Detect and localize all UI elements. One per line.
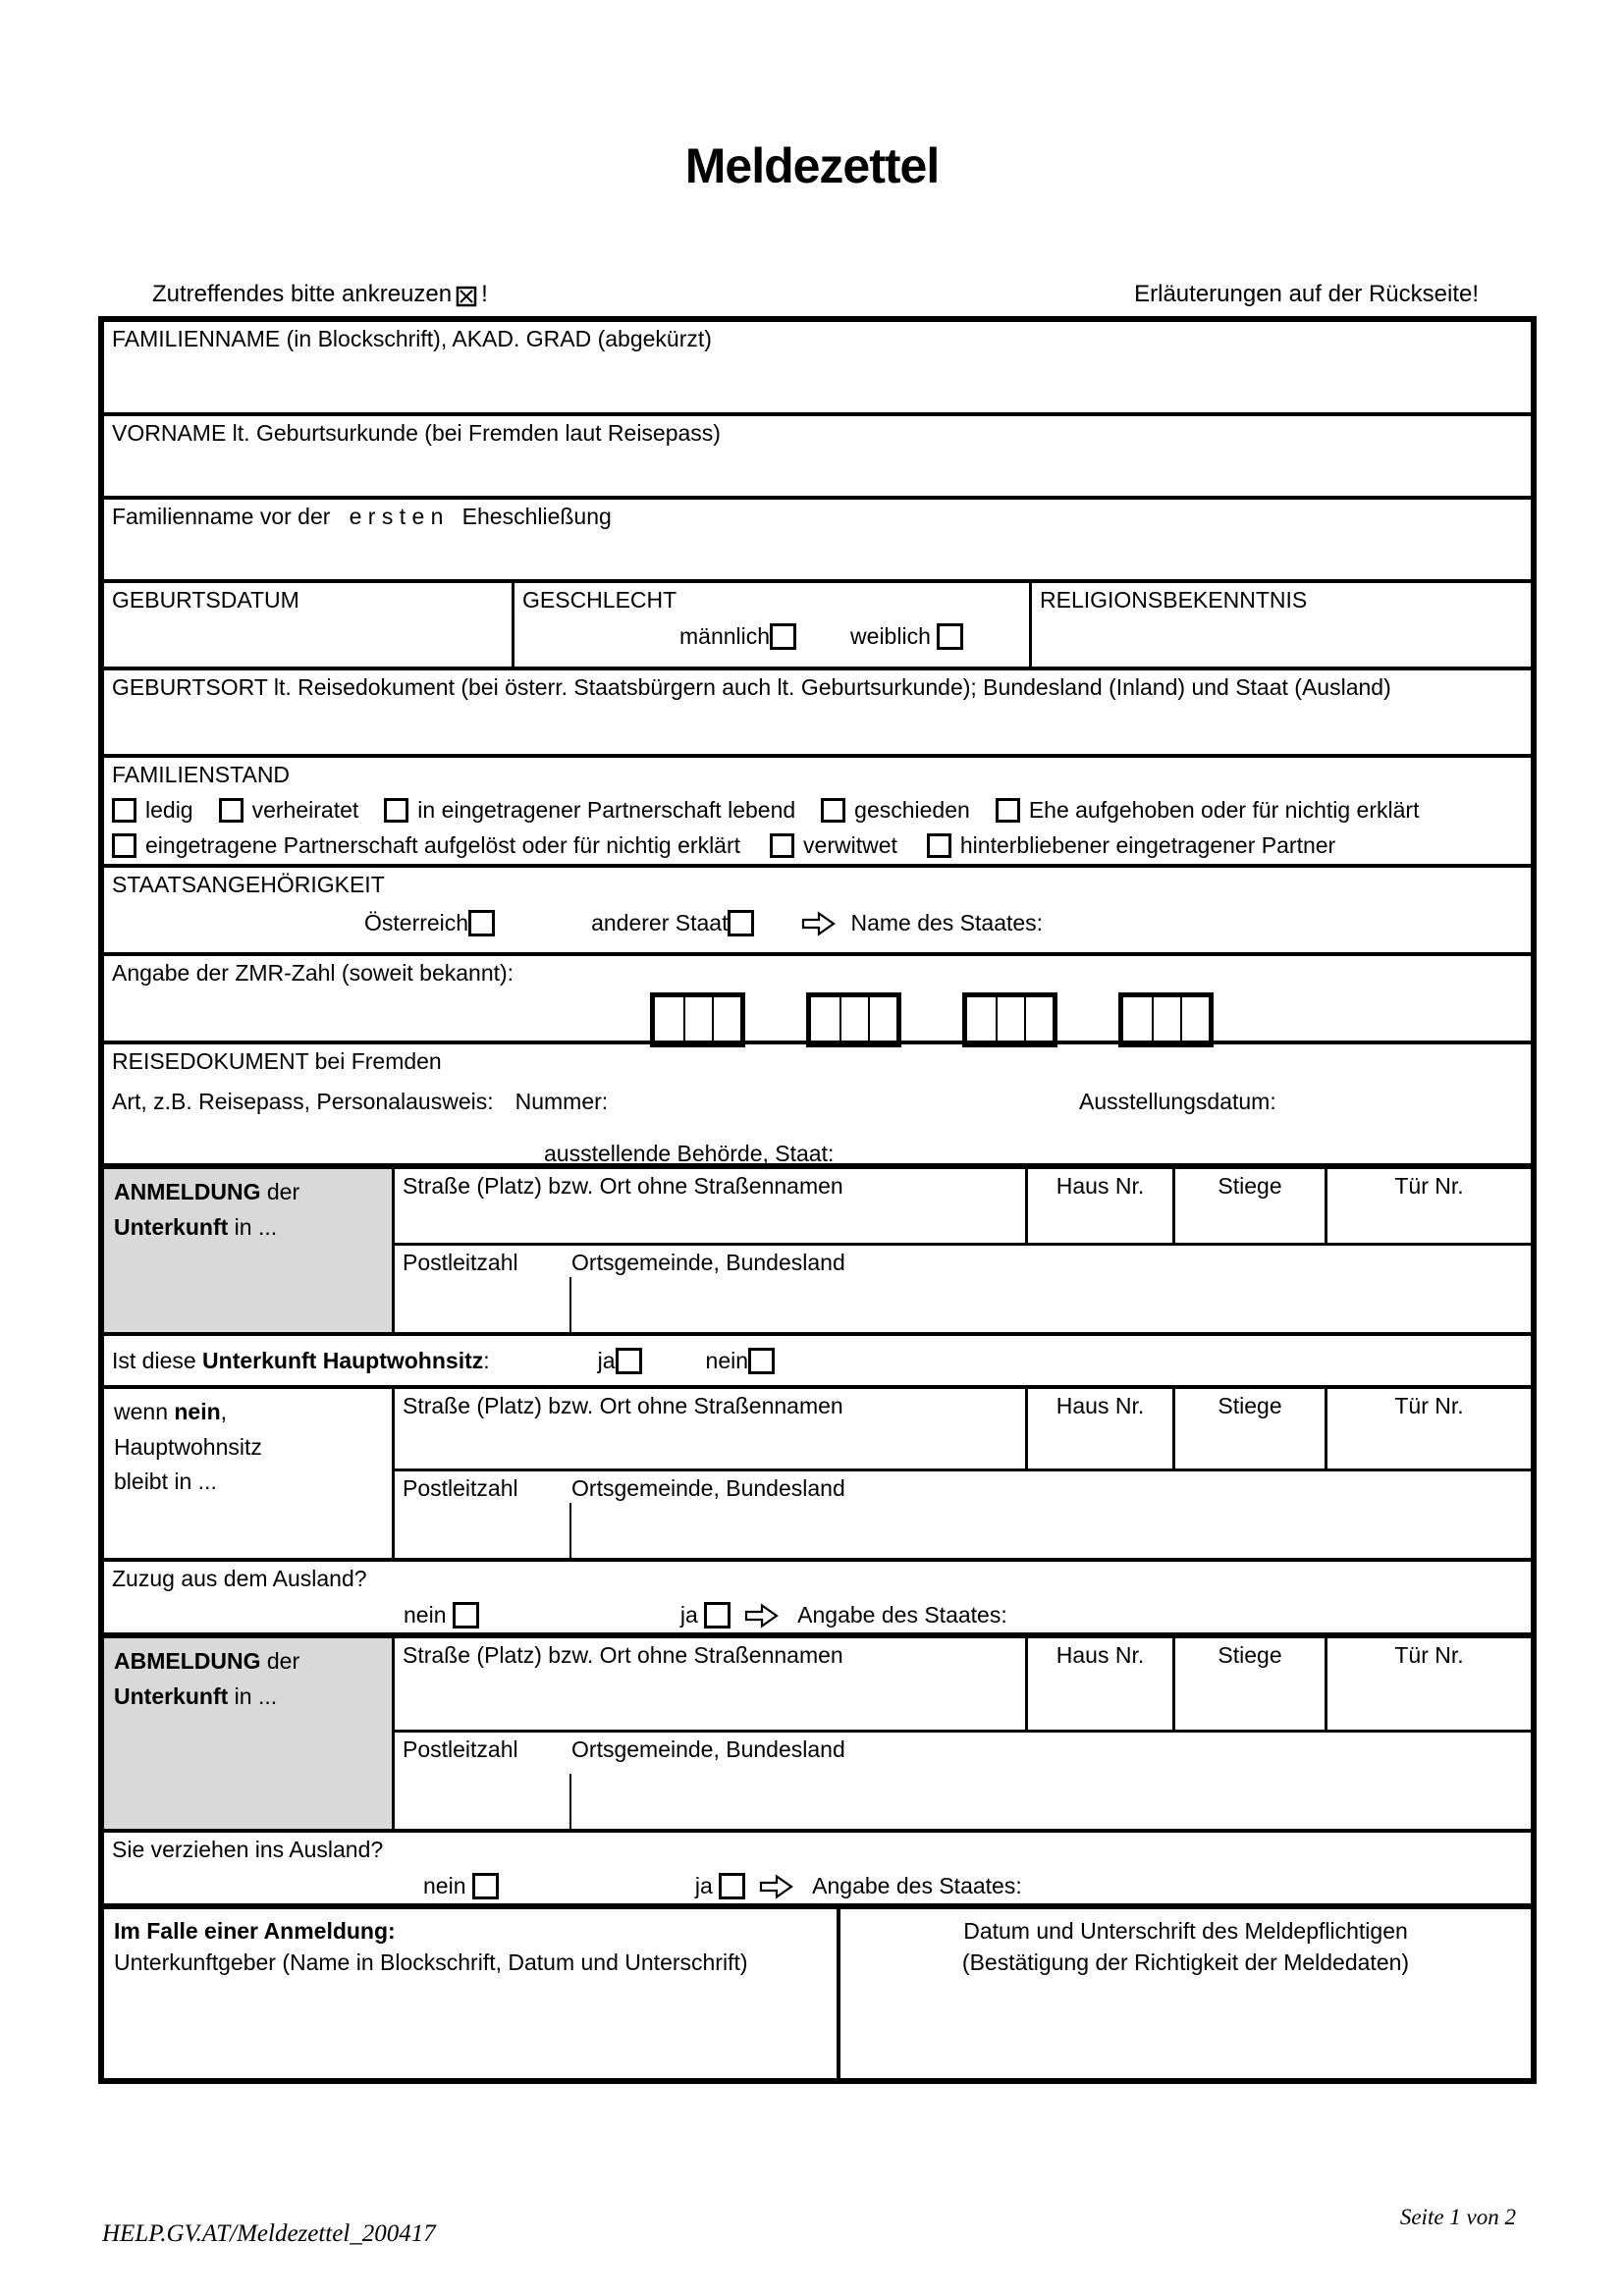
familienstand-options-line1: [112, 797, 1523, 824]
abmeldung-block: [104, 1632, 1531, 1829]
wenn-nein-strasse-field[interactable]: Straße (Platz) bzw. Ort ohne Straßennamen: [403, 1393, 843, 1418]
zmr-digit-cell[interactable]: [1152, 997, 1180, 1042]
religionsbekenntnis-label: RELIGIONSBEKENNTNIS: [1040, 587, 1308, 613]
reisedokument-line2: [112, 1089, 1523, 1115]
zuzug-ja-checkbox[interactable]: [704, 1602, 731, 1629]
hauptwohnsitz-row: [104, 1332, 1531, 1385]
zmr-digit-cell[interactable]: [712, 997, 740, 1042]
verziehen-nein-label: nein: [423, 1873, 466, 1898]
anmeldung-bold1: ANMELDUNG: [114, 1179, 261, 1204]
zmr-digit-cell[interactable]: [811, 997, 839, 1042]
familienname-vor-suffix: Eheschließung: [461, 504, 612, 529]
anmeldung-ort-field[interactable]: Ortsgemeinde, Bundesland: [571, 1250, 845, 1275]
abmeldung-ort-field[interactable]: Ortsgemeinde, Bundesland: [571, 1736, 845, 1762]
geschlecht-label: GESCHLECHT: [522, 587, 677, 613]
weiblich-checkbox[interactable]: [937, 623, 963, 650]
zuzug-row: [104, 1558, 1531, 1632]
zmr-digit-cell[interactable]: [1123, 997, 1152, 1042]
familienstand-options-line2: [112, 832, 1523, 859]
zuzug-nein-label: nein: [404, 1602, 447, 1628]
instruction-left-suffix: !: [481, 281, 488, 307]
verziehen-options: [112, 1873, 1523, 1899]
anmeldung-label-cell: [104, 1169, 395, 1332]
wenn-nein-tuernr-field[interactable]: Tür Nr.: [1325, 1389, 1531, 1468]
reisedokument-title: REISEDOKUMENT bei Fremden: [112, 1048, 442, 1074]
wenn-nein-block: [104, 1385, 1531, 1558]
maennlich-checkbox[interactable]: [770, 623, 796, 650]
familienname-vor-spaced: e r s t e n: [349, 504, 444, 529]
eingetragene-partnerschaft-lebend-checkbox[interactable]: [384, 798, 408, 823]
ausstellungsdatum-field[interactable]: Ausstellungsdatum:: [1079, 1089, 1276, 1114]
wenn-nein-label-cell: [104, 1389, 395, 1558]
anmeldung-tuernr-field[interactable]: Tür Nr.: [1325, 1169, 1531, 1243]
form-instructions: [98, 281, 1536, 308]
hauptwohnsitz-ja-label: ja: [597, 1347, 616, 1373]
abmeldung-plz-row: [395, 1733, 1531, 1829]
plz-divider-tick: [569, 1277, 571, 1332]
abmeldung-strasse-field[interactable]: Straße (Platz) bzw. Ort ohne Straßennamen: [403, 1642, 843, 1668]
verheiratet-label: verheiratet: [251, 797, 359, 823]
instruction-right: Erläuterungen auf der Rückseite!: [1134, 281, 1479, 307]
geburtsdatum-label: GEBURTSDATUM: [112, 587, 299, 613]
abmeldung-tuernr-field[interactable]: Tür Nr.: [1325, 1638, 1531, 1730]
zuzug-question: Zuzug aus dem Ausland?: [112, 1566, 367, 1591]
zmr-digit-cell[interactable]: [967, 997, 996, 1042]
abmeldung-stiege-field[interactable]: Stiege: [1172, 1638, 1325, 1730]
instruction-left-text: Zutreffendes bitte ankreuzen: [152, 281, 453, 307]
zmr-digit-cell[interactable]: [868, 997, 896, 1042]
anmeldung-bold2: Unterkunft: [114, 1213, 229, 1240]
hauptwohnsitz-prefix: Ist diese: [112, 1347, 203, 1373]
abmeldung-street-row: [395, 1638, 1531, 1733]
oesterreich-checkbox[interactable]: [468, 910, 495, 936]
unterkunftgeber-signature-field[interactable]: [104, 1909, 840, 2078]
ehe-aufgehoben-checkbox[interactable]: [996, 798, 1020, 823]
familienstand-label: FAMILIENSTAND: [112, 762, 291, 787]
page-number: Seite 1 von 2: [1399, 2205, 1516, 2229]
abmeldung-hausnr-field[interactable]: Haus Nr.: [1025, 1638, 1172, 1730]
hinterbliebener-partner-checkbox[interactable]: [927, 833, 951, 858]
wenn-nein-hausnr-field[interactable]: Haus Nr.: [1025, 1389, 1172, 1468]
anmeldung-block: [104, 1163, 1531, 1332]
abmeldung-bold2: Unterkunft: [114, 1682, 229, 1709]
staatsangehoerigkeit-options: [112, 910, 1523, 936]
meldezettel-table: [98, 316, 1537, 2084]
oesterreich-label: Österreich: [364, 910, 469, 935]
wenn-nein-part1: wenn: [114, 1399, 175, 1424]
datum-unterschrift-label: Datum und Unterschrift des Meldepflichtigen: [963, 1918, 1408, 1944]
anmeldung-text2: in ...: [228, 1213, 278, 1240]
zmr-digit-cell[interactable]: [1024, 997, 1053, 1042]
wenn-nein-plz-field[interactable]: Postleitzahl: [403, 1475, 518, 1501]
ehe-aufgehoben-label: Ehe aufgehoben oder für nichtig erklärt: [1028, 797, 1420, 823]
partnerschaft-aufgeloest-checkbox[interactable]: [112, 833, 136, 858]
zmr-label: Angabe der ZMR-Zahl (soweit bekannt):: [112, 960, 514, 986]
anmeldung-address-area: [395, 1169, 1531, 1332]
verheiratet-checkbox[interactable]: [219, 798, 244, 823]
page-title: Meldezettel: [684, 138, 940, 193]
plz-divider-tick: [569, 1774, 571, 1829]
ledig-label: ledig: [145, 797, 193, 823]
unterkunftgeber-label: Unterkunftgeber (Name in Blockschrift, Datum und Unterschrift): [114, 1949, 748, 1976]
weiblich-label: weiblich: [850, 623, 931, 649]
hauptwohnsitz-ja-checkbox[interactable]: [616, 1348, 642, 1374]
zmr-group-3: [962, 992, 1057, 1047]
reisedokument-art-label: Art, z.B. Reisepass, Personalausweis:: [112, 1089, 494, 1114]
zuzug-ja-label: ja: [679, 1602, 698, 1628]
ledig-checkbox[interactable]: [112, 798, 136, 823]
hauptwohnsitz-suffix: :: [483, 1347, 490, 1373]
right-arrow-icon: [744, 1603, 780, 1629]
verziehen-ja-label: ja: [694, 1873, 713, 1898]
verziehen-row: [104, 1829, 1531, 1903]
familienname-field[interactable]: [104, 322, 1531, 412]
vorname-label: VORNAME lt. Geburtsurkunde (bei Fremden laut Reisepass): [112, 420, 721, 446]
wenn-nein-plz-row: [395, 1471, 1531, 1558]
geschlecht-options: [522, 623, 1021, 650]
anderer-staat-checkbox[interactable]: [728, 910, 754, 936]
zmr-group-1: [650, 992, 745, 1047]
checked-box-icon: [456, 286, 477, 307]
maennlich-label: männlich: [679, 623, 771, 649]
zmr-row: [104, 952, 1531, 1041]
wenn-nein-part2: ,: [220, 1399, 228, 1424]
verziehen-question: Sie verziehen ins Ausland?: [112, 1837, 384, 1862]
wenn-nein-bold: nein: [174, 1399, 221, 1424]
familienname-vor-ehe-label: [112, 504, 1523, 530]
zmr-group-4: [1118, 992, 1214, 1047]
familienstand-row: [104, 754, 1531, 864]
wenn-nein-ort-field[interactable]: Ortsgemeinde, Bundesland: [571, 1475, 845, 1501]
geburtsort-field[interactable]: [104, 667, 1531, 754]
im-falle-anmeldung-label: Im Falle einer Anmeldung:: [114, 1918, 396, 1944]
ausstellende-behoerde-field[interactable]: ausstellende Behörde, Staat:: [544, 1141, 835, 1166]
staatsangehoerigkeit-row: [104, 864, 1531, 952]
hauptwohnsitz-nein-checkbox[interactable]: [748, 1348, 775, 1374]
wenn-nein-street-row: [395, 1389, 1531, 1471]
geschieden-checkbox[interactable]: [821, 798, 845, 823]
instruction-left: [98, 281, 488, 308]
abmeldung-address-area: [395, 1638, 1531, 1829]
reisedokument-nummer-field[interactable]: Nummer:: [514, 1089, 609, 1114]
wenn-nein-line2: Hauptwohnsitz: [114, 1433, 262, 1460]
anmeldung-text1: der: [260, 1179, 300, 1204]
verwitwet-label: verwitwet: [803, 832, 897, 858]
geburtsdatum-geschlecht-religion-row: [104, 579, 1531, 667]
verwitwet-checkbox[interactable]: [770, 833, 794, 858]
verziehen-nein-checkbox[interactable]: [472, 1873, 499, 1899]
hauptwohnsitz-question: [112, 1348, 490, 1374]
geburtsort-label: GEBURTSORT lt. Reisedokument (bei österr. Staatsbürgern auch lt. Geburtsurkunde); Bundesland (Inland) und Staat (Ausland): [112, 674, 1391, 700]
zmr-digit-cell[interactable]: [655, 997, 683, 1042]
anmeldung-plz-field[interactable]: Postleitzahl: [403, 1250, 518, 1275]
partnerschaft-aufgeloest-label: eingetragene Partnerschaft aufgelöst oder für nichtig erklärt: [145, 832, 741, 858]
anmeldung-stiege-field[interactable]: Stiege: [1172, 1169, 1325, 1243]
geschieden-label: geschieden: [854, 797, 970, 823]
meldepflichtiger-signature-field[interactable]: [840, 1909, 1531, 2078]
hinterbliebener-partner-label: hinterbliebener eingetragener Partner: [959, 832, 1336, 858]
staatsangehoerigkeit-label: STAATSANGEHÖRIGKEIT: [112, 872, 385, 897]
signature-block: [104, 1903, 1531, 2078]
familienname-vor-ehe-field[interactable]: [104, 496, 1531, 579]
zmr-group-2: [806, 992, 901, 1047]
zmr-digit-cell[interactable]: [683, 997, 712, 1042]
anmeldung-strasse-field[interactable]: Straße (Platz) bzw. Ort ohne Straßennamen: [403, 1173, 843, 1199]
right-arrow-icon: [759, 1874, 794, 1899]
anmeldung-hausnr-field[interactable]: Haus Nr.: [1025, 1169, 1172, 1243]
partnerschaft-lebend-label: in eingetragener Partnerschaft lebend: [417, 797, 796, 823]
reisedokument-row: [104, 1041, 1531, 1166]
zmr-digit-cell[interactable]: [996, 997, 1024, 1042]
religionsbekenntnis-field[interactable]: [1032, 583, 1531, 667]
zuzug-staat-field[interactable]: Angabe des Staates:: [797, 1602, 1007, 1628]
geschlecht-field: [512, 583, 1032, 667]
right-arrow-icon: [801, 911, 837, 936]
zmr-digit-cell[interactable]: [1180, 997, 1209, 1042]
geburtsdatum-field[interactable]: [104, 583, 512, 667]
familienname-vor-prefix: Familienname vor der: [112, 504, 331, 529]
abmeldung-plz-field[interactable]: Postleitzahl: [403, 1736, 518, 1762]
document-id: HELP.GV.AT/Meldezettel_200417: [102, 2220, 436, 2247]
anmeldung-plz-row: [395, 1246, 1531, 1332]
abmeldung-label-cell: [104, 1638, 395, 1829]
anderer-staat-label: anderer Staat: [591, 910, 729, 935]
hauptwohnsitz-nein-label: nein: [705, 1347, 749, 1373]
hauptwohnsitz-bold: Unterkunft Hauptwohnsitz: [202, 1347, 484, 1373]
verziehen-staat-field[interactable]: Angabe des Staates:: [812, 1873, 1022, 1898]
anmeldung-street-row: [395, 1169, 1531, 1246]
familienname-label: FAMILIENNAME (in Blockschrift), AKAD. GRAD (abgekürzt): [112, 326, 712, 351]
abmeldung-bold1: ABMELDUNG: [114, 1648, 261, 1674]
zmr-boxes: [112, 992, 1523, 1047]
verziehen-ja-checkbox[interactable]: [719, 1873, 745, 1899]
bestaetigung-label: (Bestätigung der Richtigkeit der Meldedaten): [961, 1949, 1410, 1976]
wenn-nein-stiege-field[interactable]: Stiege: [1172, 1389, 1325, 1468]
wenn-nein-address-area: [395, 1389, 1531, 1558]
zuzug-nein-checkbox[interactable]: [453, 1602, 479, 1629]
name-des-staates-label: Name des Staates:: [850, 910, 1044, 935]
abmeldung-text1: der: [260, 1648, 300, 1674]
abmeldung-text2: in ...: [228, 1682, 278, 1709]
zmr-digit-cell[interactable]: [839, 997, 868, 1042]
zuzug-options: [112, 1602, 1523, 1629]
plz-divider-tick: [569, 1503, 571, 1558]
wenn-nein-line3: bleibt in ...: [114, 1468, 217, 1495]
vorname-field[interactable]: [104, 412, 1531, 496]
